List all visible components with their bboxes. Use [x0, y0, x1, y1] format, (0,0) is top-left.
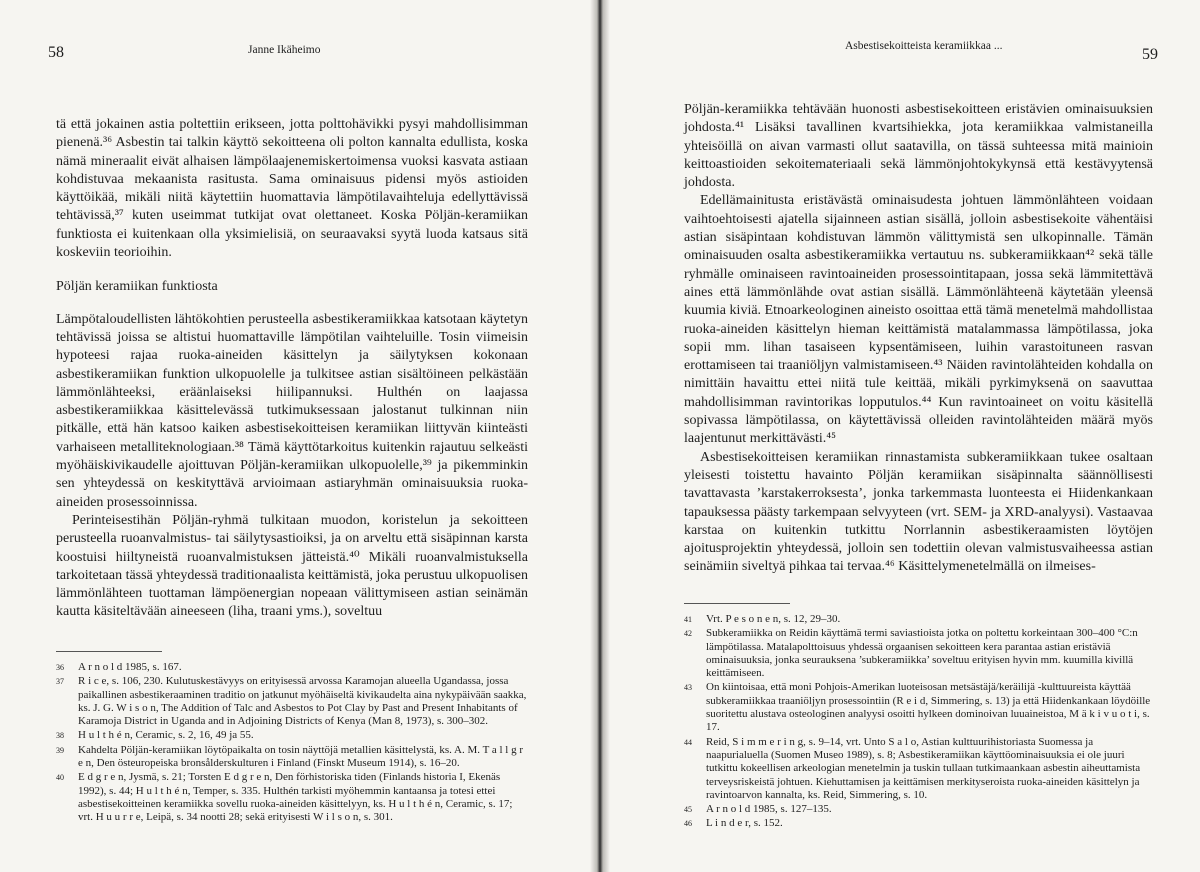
- footnote: [684, 817, 1153, 830]
- footnote-text: A r n o l d 1985, s. 127–135.: [706, 803, 832, 816]
- footnote: [56, 771, 528, 824]
- paragraph: Edellämainitusta eristävästä ominaisudesta johtuen lämmönlähteen voidaan vaihtoehtoisesti ajatella sijainneen astian sisällä, jolloin asbestisekoite vähentäisi astian sisäpintaan kohdistuvan lämmön välittymistä sen ulkopinnalle. Tämän ominaisuuden osalta asbestikeramiikka vertautuu ns. subkeramiikkaan⁴² sekä tälle ryhmälle ominaiseen ravintoaineiden prosessointitapaan, jossa sekä lämmitettävä aines että lämmönlähde ovat astian sisällä. Lämmönlähteenä käytetään yleensä kuumia kiviä. Etnoarkeologinen aineisto osoittaa että tämä menetelmä mahdollistaa ruoka-aineiden käsittelyn hieman keittämistä matalammassa lämpötilassa, joka sopii mm. lihan tasaiseen kypsentämiseen, luihin varastoituneen rasvan erottamiseen tai traaniöljyn valmistamiseen.⁴³ Näiden ravintolähteiden kohdalla on nimittäin havaittu ettei niitä tule keittää, mikäli pyrkimyksenä on saavuttaa mahdollisimman ravintorikas lopputulos.⁴⁴ Kun ravintoaineet on voitu käsitellä sopivassa lämpötilassa, on käytettävissä olleiden ravintolähteiden määrä myös laajentunut merkittävästi.⁴⁵: [684, 193, 1153, 447]
- body-text: [684, 101, 1153, 577]
- footnote-text: Vrt. P e s o n e n, s. 12, 29–30.: [706, 613, 841, 625]
- footnote-number: 46: [684, 819, 692, 829]
- footnote-text: On kiintoisaa, että moni Pohjois-Amerikan luoteisosan metsästäjä/keräilijä -kulttuureista käyttää subkeramiikkaa traaniöljyn prosessointiin (R e i d, Simmering, s. 13) ja että Hiidenkankaan löydöille suoritettu alustava osteologinen analyysi osoitti hylkeen dominoivan luuaineistoa, M ä k i v u o t i, s. 17.: [706, 681, 1151, 734]
- footnote: [684, 681, 1153, 734]
- section-heading: Pöljän keramiikan funktiosta: [56, 279, 218, 295]
- footnote-number: 37: [56, 677, 64, 687]
- body-text: [56, 116, 528, 622]
- footnote-divider: [684, 603, 790, 604]
- footnote-text: Kahdelta Pöljän-keramiikan löytöpaikalta on tosin näyttöjä metallien käsittelystä, ks. A. M. T a l l g r e n, Den östeuropeiska bronsålderskulturen i Finland (Finskt Museum 1914), s. 16–20.: [78, 743, 524, 770]
- running-head: Janne Ikäheimo: [248, 44, 321, 56]
- footnotes: [56, 661, 528, 826]
- paragraph: Pöljän-keramiikka tehtävään huonosti asbestisekoitteen eristävien ominaisuuksien johdosta.⁴¹ Lisäksi tavallinen kvartsihiekka, jota keramiikkaa valmistaneilla yhteisöillä on aivan varmasti ollut saatavilla, on tässä suhteessa mitä mainioin keittoastioiden sekoitemateriaali sekä lämmönjohtokykynsä että kestävyytensä johdosta.: [684, 102, 1153, 191]
- left-page: [0, 0, 596, 872]
- footnote-text: Reid, S i m m e r i n g, s. 9–14, vrt. Unto S a l o, Astian kulttuurihistoriasta Suomessa ja naapurialuella (Suomen Museo 1989), s. 8; Asbestikeramiikan käyttöominaisuuksia ei ole juuri tutkittu kokeellisen arkeologian menetelmin ja tuskin tullaan tutkimaankaan asbestin aiheuttamista terveysriskeistä johtuen. Kiehuttamisen ja keittämisen merkityseroista ruoka-aineiden käsittelyn ja ravintoarvon kannalta, ks. Reid, Simmering, s. 10.: [706, 735, 1141, 801]
- footnote-number: 36: [56, 663, 64, 672]
- footnote-number: 41: [684, 615, 692, 624]
- footnotes: [684, 613, 1153, 832]
- page-number: 58: [48, 44, 64, 61]
- footnote-text: A r n o l d 1985, s. 167.: [78, 661, 182, 673]
- page-number: 59: [1142, 46, 1158, 63]
- footnote: [56, 744, 528, 771]
- paragraph: Asbestisekoitteisen keramiikan rinnastamista subkeramiikkaan tukee osaltaan yleisesti toistettu havainto Pöljän keramiikan sisäpinnalta säännöllisesti tavattavasta ’karstakerroksesta’, jonka tarkemmasta luonteesta ei Hiidenkankaan tapauksessa päästy tarkempaan selvyyteen (vrt. SEM- ja XRD-analyysi). Vastaavaa karstaa on kuitenkin tutkittu Norrlannin asbestikeraamisten löytöjen ajoitusprojektin yhteydessä, jolloin sen todettiin olevan valmistusvaiheessa astian seinämiin siveltyä pihkaa tai tervaa.⁴⁶ Käsittelymenetelmällä on ilmeises-: [684, 449, 1153, 575]
- footnote-divider: [56, 651, 162, 652]
- footnote-text: Subkeramiikka on Reidin käyttämä termi saviastioista jotka on poltettu korkeintaan 300–400 °C:n lämpötilassa. Matalapolttoisuus yhdessä orgaanisen sekoitteen kera parantaa astian eristäviä ominaisuuksia, jonka seurauksena ’subkeramiikka’ soveltuu erityisen hyvin mm. kuumilla kivillä keittämiseen.: [706, 627, 1138, 680]
- footnote: [684, 613, 1153, 626]
- footnote-text: E d g r e n, Jysmä, s. 21; Torsten E d g r e n, Den förhistoriska tiden (Finlands historia I, Ekenäs 1992), s. 44; H u l t h é n, Temper, s. 335. Hulthén tarkisti myöhemmin kantaansa ja totesi ettei asbestisekoitteinen keramiikka sovellu ruoka-aineiden käsittelyyn, ks. H u l t h é n, Ceramic, s. 17; vrt. H u u r r e, Leipä, s. 34 nootti 28; sekä erityisesti W i l s o n, s. 301.: [78, 771, 513, 824]
- footnote: [56, 675, 528, 728]
- footnote-number: 42: [684, 629, 692, 639]
- footnote: [684, 736, 1153, 802]
- running-head: Asbestisekoitteista keramiikkaa ...: [845, 40, 1003, 52]
- footnote: [56, 729, 528, 742]
- right-page: [604, 0, 1200, 872]
- footnote-number: 43: [684, 683, 692, 693]
- footnote-number: 38: [56, 731, 64, 741]
- footnote: [684, 627, 1153, 680]
- paragraph: Lämpötaloudellisten lähtökohtien perusteella asbestikeramiikkaa katsotaan käytetyn tehtävissä joissa se altistui huomattaville lämpötilan vaihteluille. Tosin viimeisin hypoteesi rajaa ruoka-aineiden käsittelyn ja säilytyksen kokonaan asbestikeramiikan funktion ulkopuolelle ja tulkitsee astian sisältöineen pelkästään lämmönlähteeksi, eräänlaiseksi hiilipannuksi. Hulthén on laajassa asbestikeramiikkaa käsittelevässä tutkimuksessaan jalostanut tulkinnan niin pitkälle, että hän katsoo kaiken asbestisekoitteisen keramiikan liittyvän kiinteästi varhaiseen metalliteknologiaan.³⁸ Tämä käyttötarkoitus kuitenkin rajautuu selkeästi myöhäiskivikaudelle ajoittuvan Pöljän-keramiikan ulkopuolelle,³⁹ ja pikemminkin sen yhteydessä on keskityttävä arvioimaan astiaryhmän ominaisuuksia ruoka-aineiden prosessoinnissa.: [56, 311, 528, 510]
- paragraph: tä että jokainen astia poltettiin erikseen, jotta polttohävikki pysyi mahdollisimman pienenä.³⁶ Asbestin tai talkin käyttö sekoitteena oli polton kannalta edullista, koska nämä mineraalit eivät alhaisen lämpölaajenemiskertoimensa vuoksi kasvata astiaan kohdistuvaa mekaanista rasitusta. Sama ominaisuus pidensi myös astioiden käyttöikää, mikäli niitä käytettiin huomattavia lämpötilavaihteluja edellyttävissä tehtävissä,³⁷ kuten useimmat tutkijat ovat olettaneet. Koska Pöljän-keramiikan funktiosta ei kuitenkaan olla yksimielisiä, on seuraavaksi syytä luoda katsaus sitä koskeviin teorioihin.: [56, 117, 528, 261]
- footnote-number: 40: [56, 773, 64, 783]
- footnote-number: 39: [56, 745, 64, 755]
- footnote-text: H u l t h é n, Ceramic, s. 2, 16, 49 ja 55.: [78, 729, 254, 742]
- footnote-text: L i n d e r, s. 152.: [706, 817, 783, 830]
- footnote-number: 44: [684, 737, 692, 747]
- footnote-text: R i c e, s. 106, 230. Kulutuskestävyys on erityisessä arvossa Karamojan alueella Ugandassa, jossa paikallinen asbestikeraaminen traditio on jatkunut myöhäiseltä kivikaudelta aina nykypäivään saakka, ks. J. G. W i s o n, The Addition of Talc and Asbestos to Pot Clay by Past and Present Inhabitants of Karamoja District in Uganda and in Adjoining Districts of Kenya (Man 8, 1973), s. 300–302.: [78, 675, 527, 728]
- paragraph: Perinteisestihän Pöljän-ryhmä tulkitaan muodon, koristelun ja sekoitteen perusteella ruoanvalmistus- tai säilytysastioiksi, ja on arveltu että sisäpinnan karsta koostuisi hiiltyneistä ruoanvalmistuksen jätteistä.⁴⁰ Mikäli ruoanvalmistuksella tarkoitetaan tässä yhteydessä traditionaalista keittämistä, joka perustuu ulkopuolisen lämmönlähteen tuottaman lämpöenergian nopeaan välittymiseen astian seinämän kautta käsiteltävään aineeseen (liha, traani yms.), soveltuu: [56, 512, 528, 620]
- footnote-number: 45: [684, 805, 692, 815]
- book-gutter: [590, 0, 610, 872]
- footnote: [56, 661, 528, 674]
- footnote: [684, 803, 1153, 816]
